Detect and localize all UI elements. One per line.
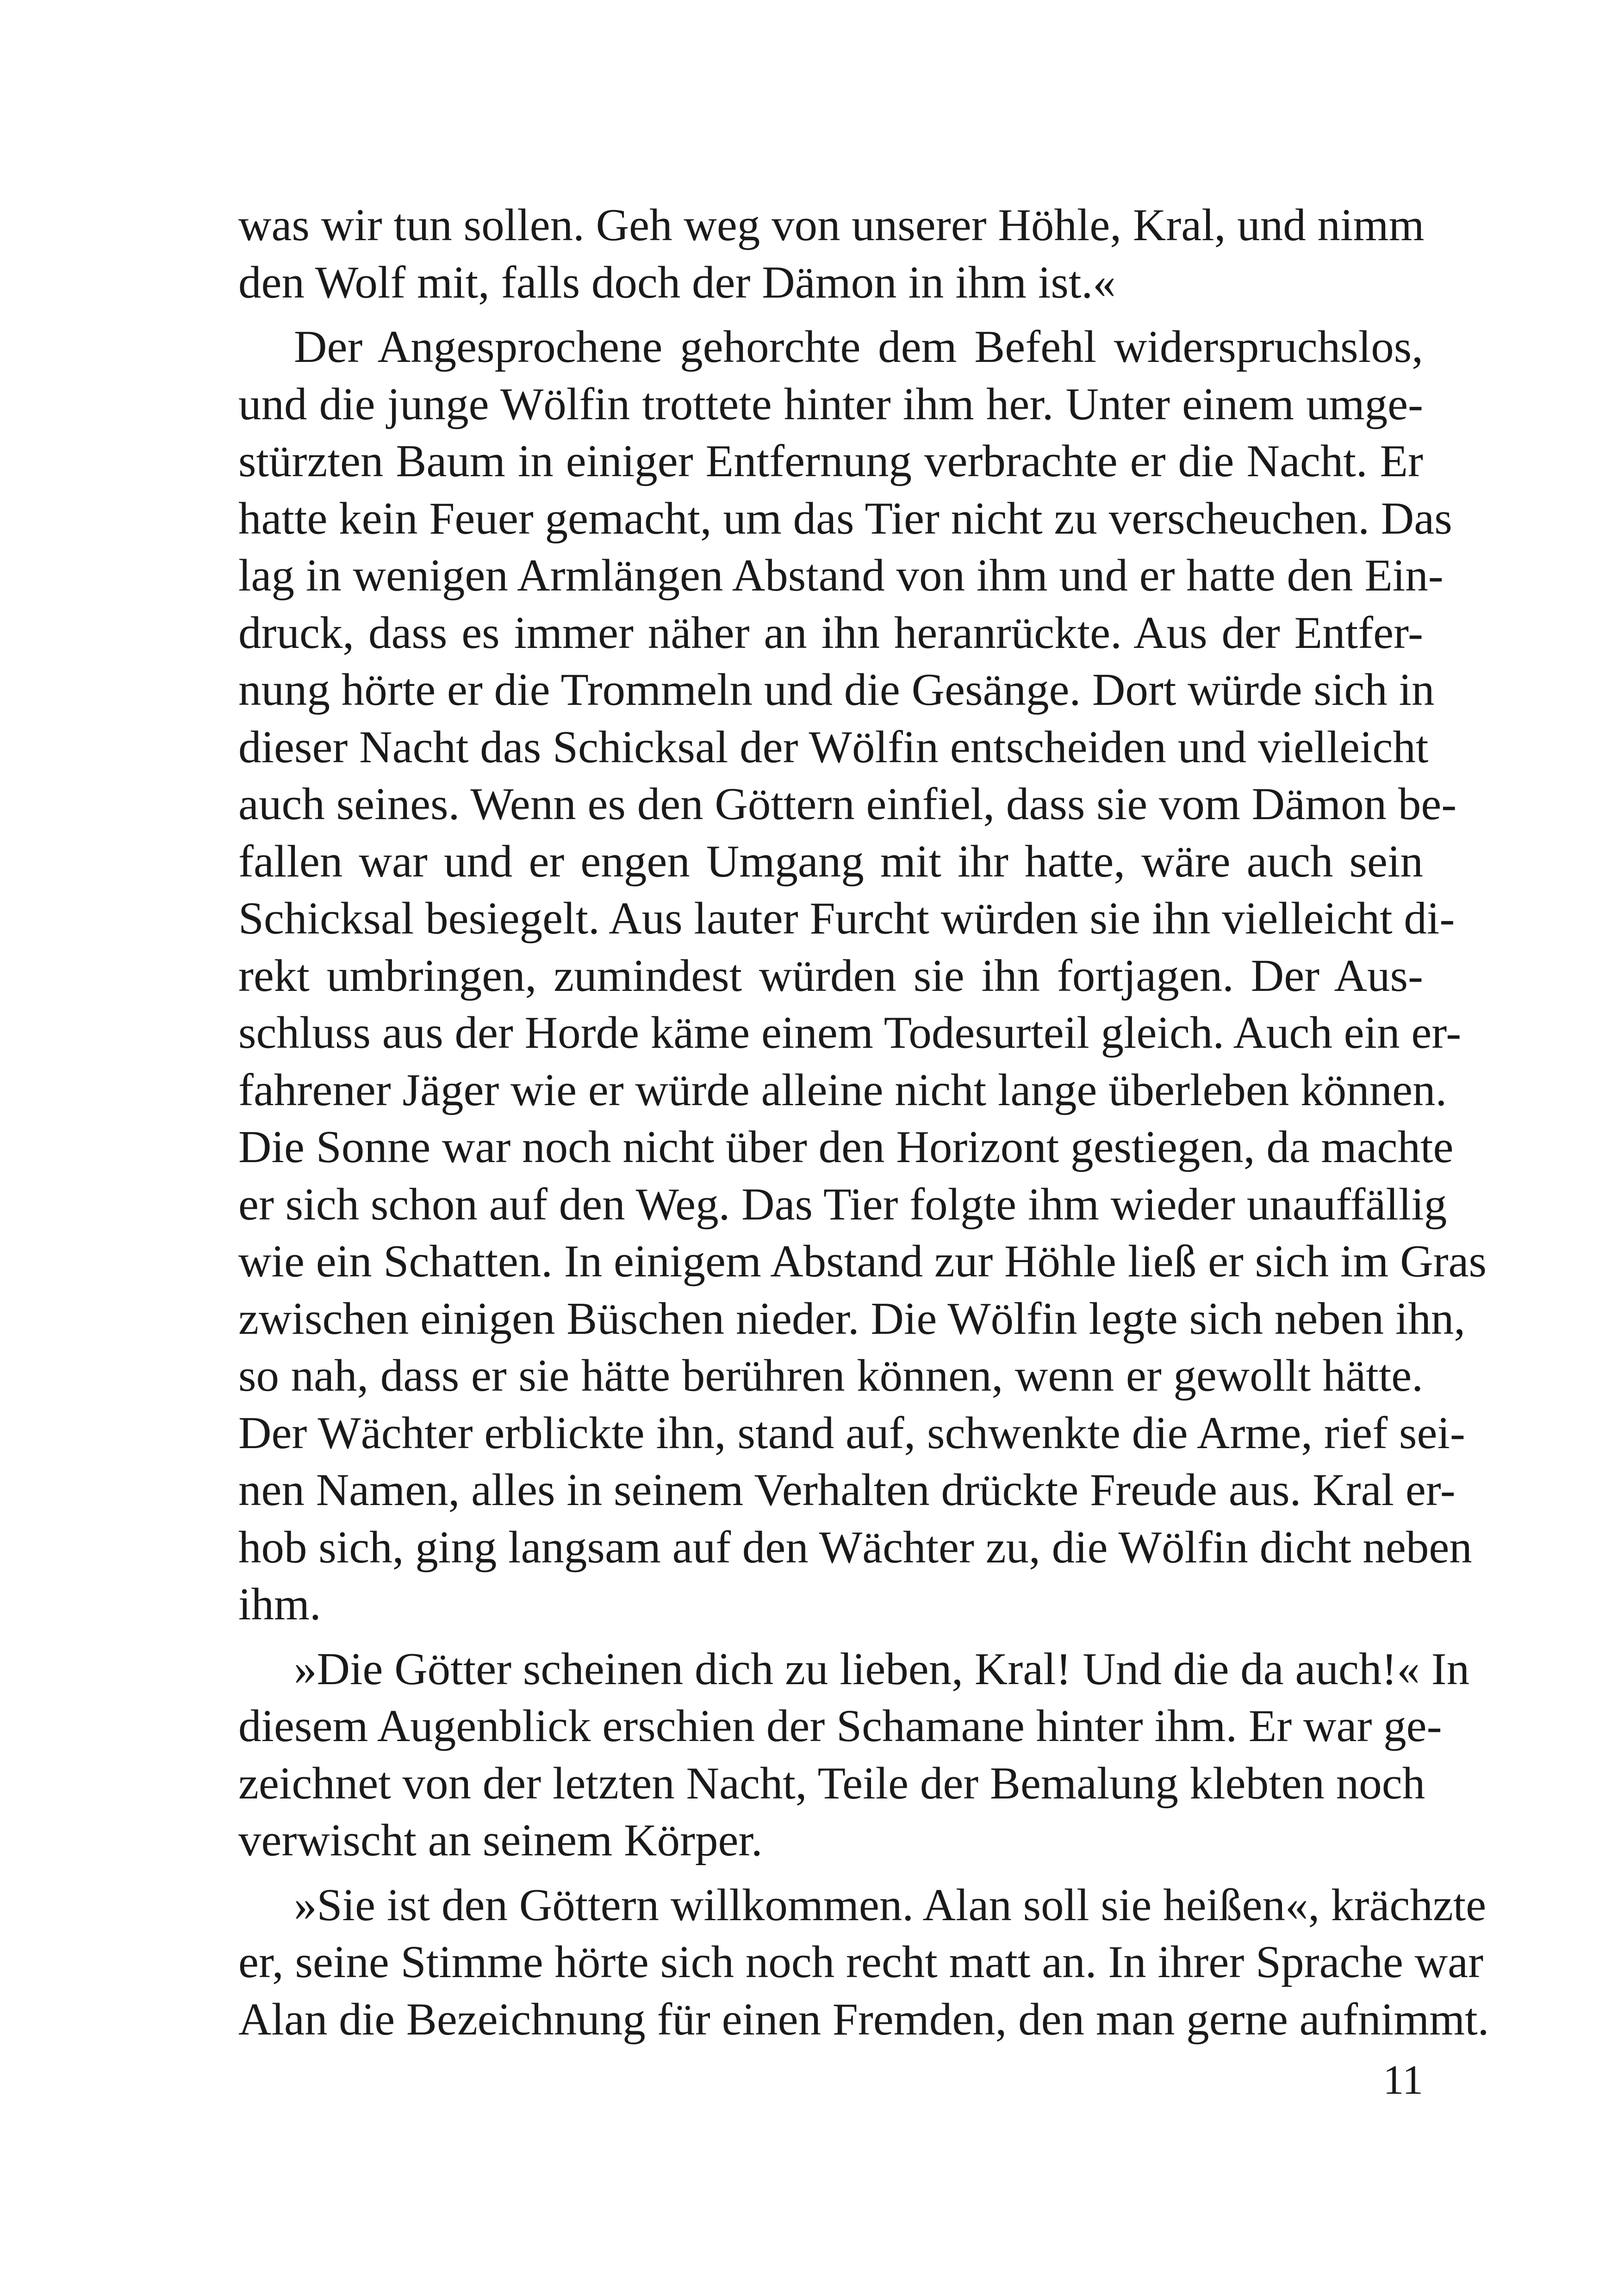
text-line: Der Wächter erblickte ihn, stand auf, schwenkte die Arme, rief sei-: [238, 1407, 1465, 1458]
paragraph-gap: [238, 1633, 1423, 1641]
text-line: zwischen einigen Büschen nieder. Die Wölfin legte sich neben ihn,: [238, 1293, 1466, 1344]
text-line: so nah, dass er sie hätte berühren können, wenn er gewollt hätte.: [238, 1350, 1423, 1401]
text-line: zeichnet von der letzten Nacht, Teile der Bemalung klebten noch: [238, 1758, 1425, 1809]
text-line: »Die Götter scheinen dich zu lieben, Kral! Und die da auch!« In: [294, 1643, 1470, 1694]
text-line: hatte kein Feuer gemacht, um das Tier nicht zu verscheuchen. Das: [238, 493, 1452, 544]
paragraph: [238, 197, 1423, 311]
text-line: dieser Nacht das Schicksal der Wölfin entscheiden und vielleicht: [238, 722, 1429, 772]
text-line: er sich schon auf den Weg. Das Tier folgte ihm wieder unauffällig: [238, 1179, 1447, 1230]
text-line: ihm.: [238, 1579, 321, 1630]
paragraph: [238, 1641, 1470, 1869]
text-line: fahrener Jäger wie er würde alleine nicht lange überleben können.: [238, 1064, 1447, 1115]
page-number: 11: [1383, 2057, 1423, 2103]
text-line: rekt umbringen, zumindest würden sie ihn fortjagen. Der Aus-: [238, 950, 1423, 1001]
text-line: auch seines. Wenn es den Göttern einfiel, dass sie vom Dämon be-: [238, 779, 1457, 829]
text-line: Der Angesprochene gehorchte dem Befehl widerspruchslos,: [294, 322, 1423, 372]
paragraph: [238, 1877, 1489, 2048]
text-line: Die Sonne war noch nicht über den Horizont gestiegen, da machte: [238, 1122, 1454, 1172]
text-line: nen Namen, alles in seinem Verhalten drückte Freude aus. Kral er-: [238, 1465, 1456, 1515]
text-line: druck, dass es immer näher an ihn heranrückte. Aus der Entfer-: [238, 607, 1423, 658]
text-line: schluss aus der Horde käme einem Todesurteil gleich. Auch ein er-: [238, 1008, 1462, 1058]
text-line: lag in wenigen Armlängen Abstand von ihm und er hatte den Ein-: [238, 550, 1444, 601]
paragraph: [238, 318, 1487, 1633]
text-line: Schicksal besiegelt. Aus lauter Furcht würden sie ihn vielleicht di-: [238, 893, 1455, 944]
paragraph-gap: [238, 311, 1423, 318]
text-line: nung hörte er die Trommeln und die Gesänge. Dort würde sich in: [238, 665, 1435, 715]
text-line: diesem Augenblick erschien der Schamane hinter ihm. Er war ge-: [238, 1701, 1442, 1751]
text-line: hob sich, ging langsam auf den Wächter zu, die Wölfin dicht neben: [238, 1522, 1472, 1573]
text-line: er, seine Stimme hörte sich noch recht matt an. In ihrer Sprache war: [238, 1937, 1484, 1987]
text-line: »Sie ist den Göttern willkommen. Alan soll sie heißen«, krächzte: [294, 1879, 1487, 1930]
paragraph-gap: [238, 1869, 1423, 1877]
text-line: den Wolf mit, falls doch der Dämon in ihm ist.«: [238, 257, 1116, 308]
body-text: [238, 197, 1489, 2048]
text-line: verwischt an seinem Körper.: [238, 1815, 763, 1866]
text-line: fallen war und er engen Umgang mit ihr hatte, wäre auch sein: [238, 836, 1423, 887]
text-line: und die junge Wölfin trottete hinter ihm her. Unter einem umge-: [238, 379, 1423, 429]
text-line: wie ein Schatten. In einigem Abstand zur Höhle ließ er sich im Gras: [238, 1236, 1487, 1287]
text-line: Alan die Bezeichnung für einen Fremden, den man gerne aufnimmt.: [238, 1994, 1489, 2045]
text-line: stürzten Baum in einiger Entfernung verbrachte er die Nacht. Er: [238, 436, 1423, 486]
text-line: was wir tun sollen. Geh weg von unserer Höhle, Kral, und nimm: [238, 200, 1425, 250]
